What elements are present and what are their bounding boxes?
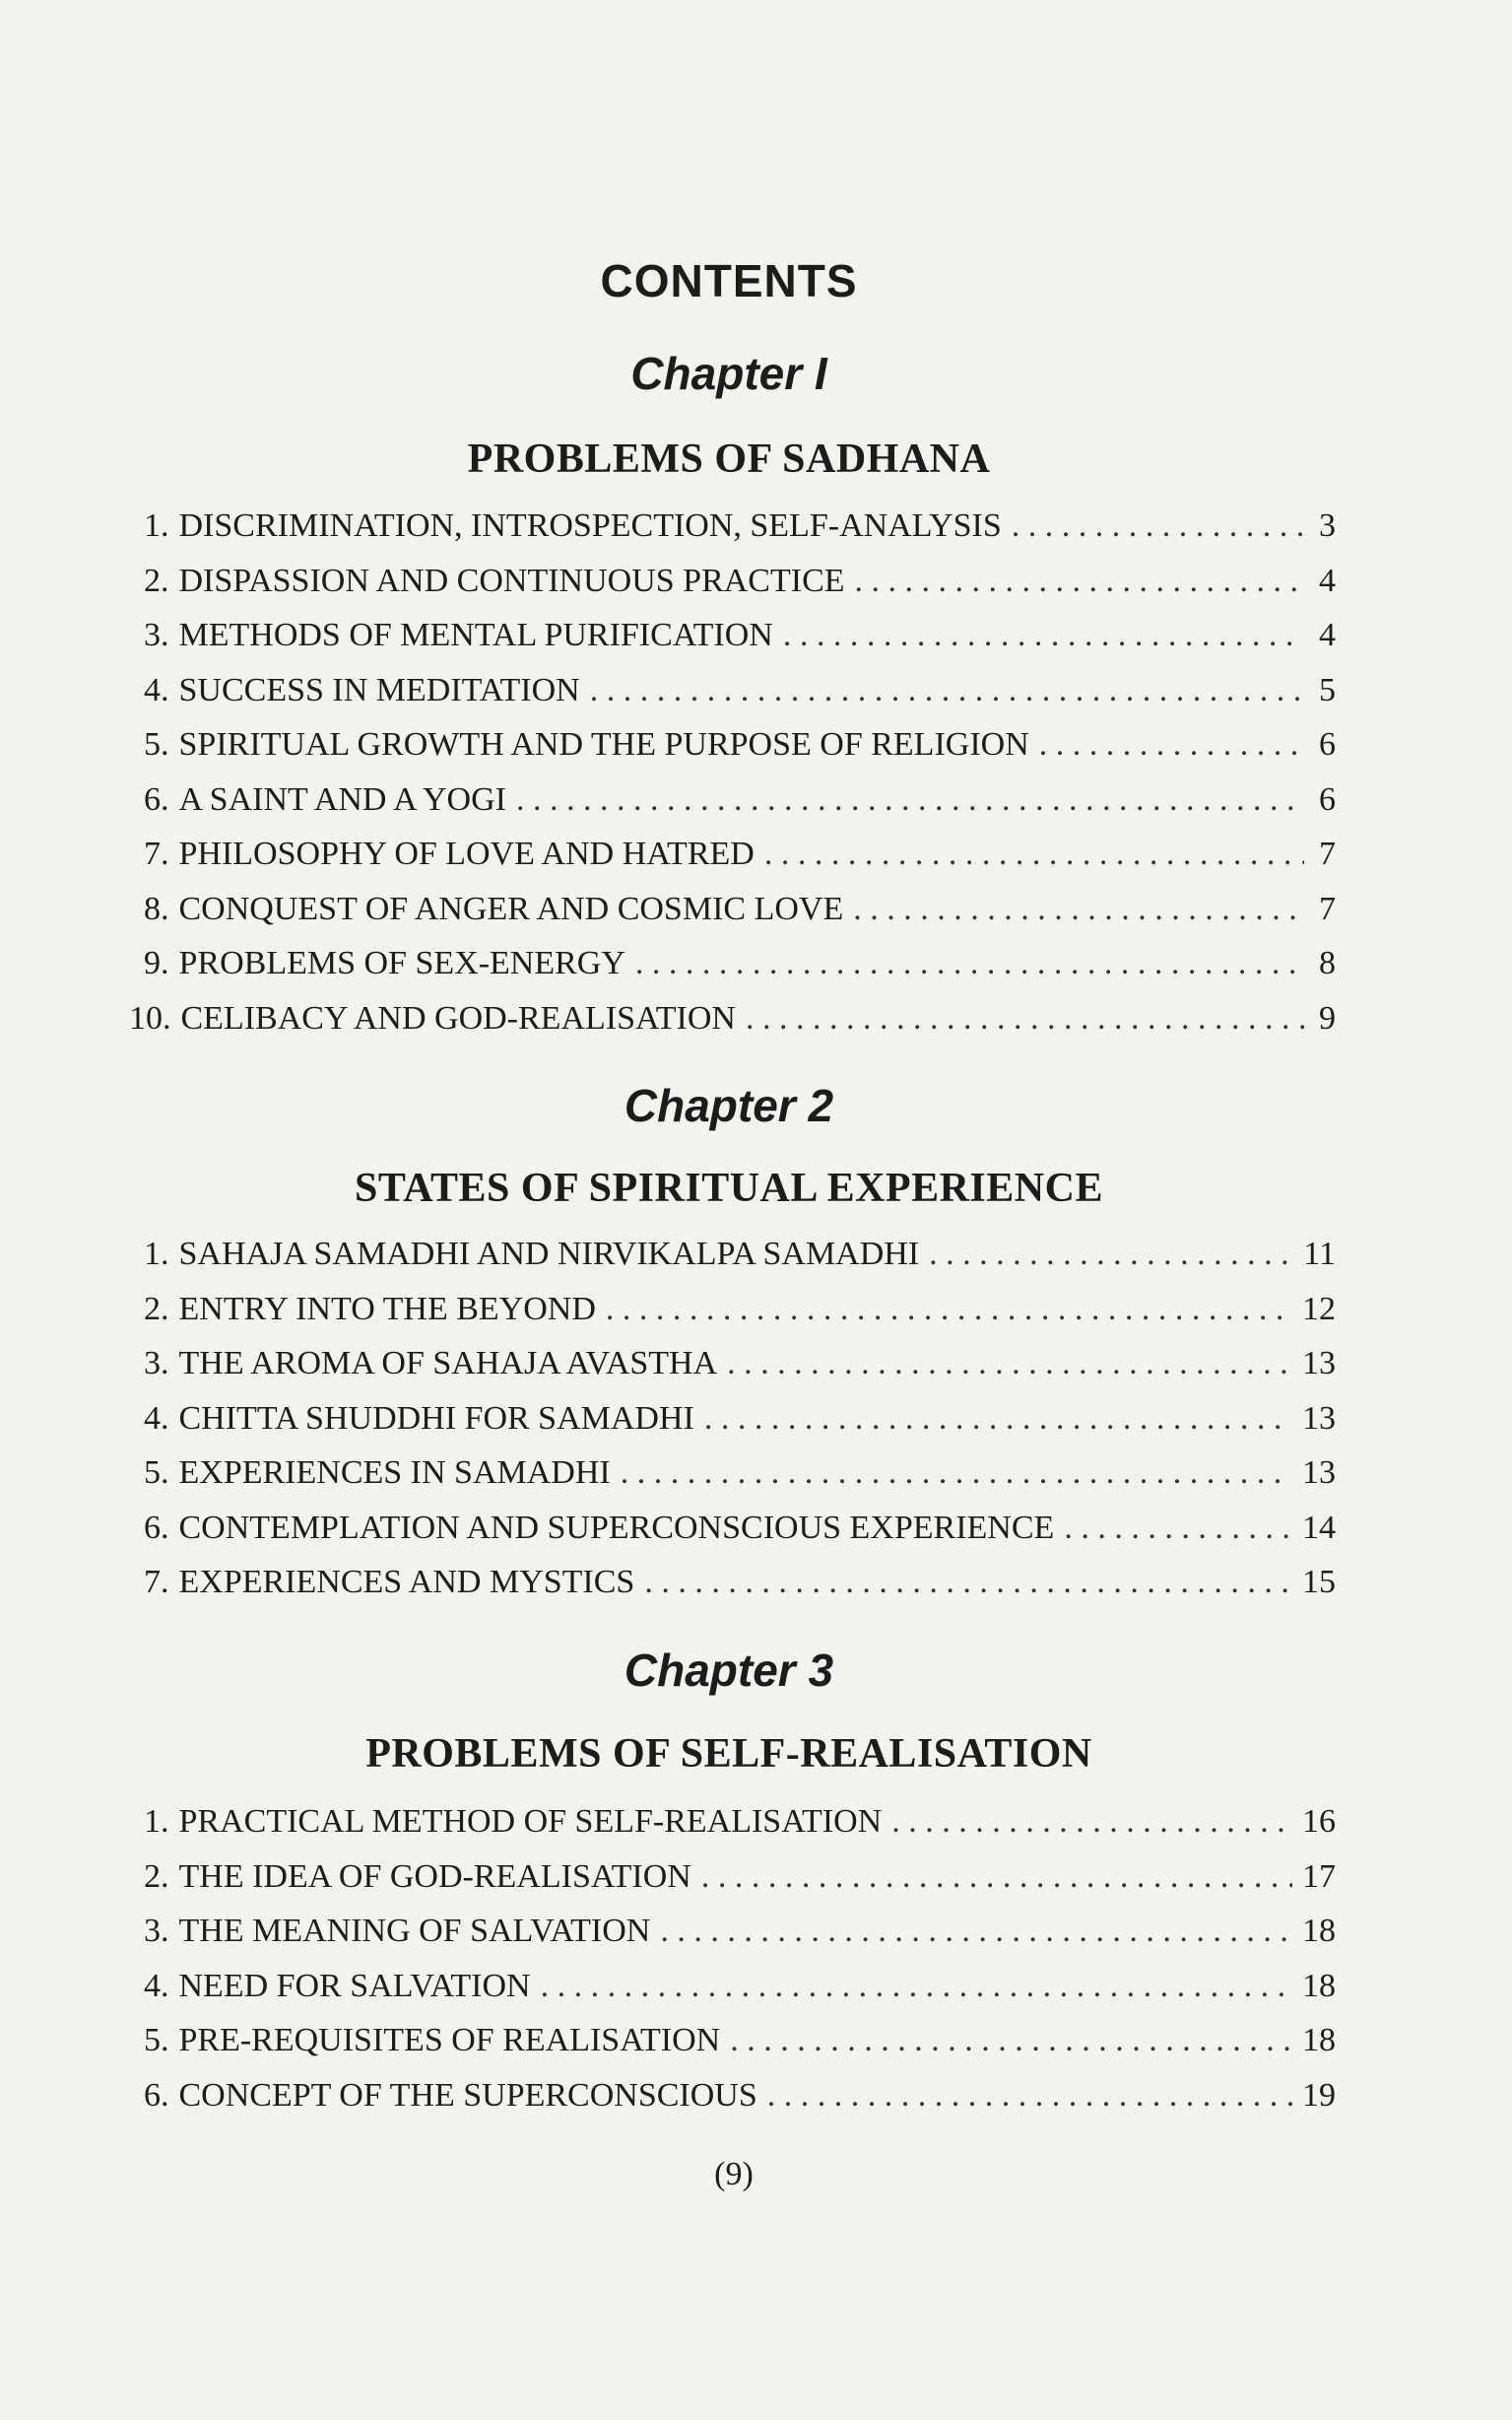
- dot-leader: [727, 1345, 1292, 1382]
- entry-title: PRACTICAL METHOD OF SELF-REALISATION: [178, 1803, 883, 1840]
- dot-leader: [730, 2022, 1292, 2059]
- entry-page: 19: [1302, 2076, 1336, 2114]
- entry-title: PRE-REQUISITES OF REALISATION: [178, 2022, 721, 2058]
- entry-page: 6: [1319, 726, 1336, 763]
- entry-page: 18: [1302, 2022, 1336, 2058]
- toc-entry: [144, 1803, 1336, 1858]
- entry-title: METHODS OF MENTAL PURIFICATION: [178, 617, 773, 653]
- dot-leader: [1012, 507, 1304, 545]
- dot-leader: [606, 1291, 1292, 1328]
- toc-entry: [144, 1913, 1336, 1968]
- dot-leader: [1039, 726, 1304, 764]
- entry-number: 7.: [144, 1564, 169, 1600]
- dot-leader: [590, 672, 1304, 709]
- entry-page: 6: [1319, 780, 1336, 818]
- entry-page: 3: [1319, 507, 1336, 544]
- entry-number: 2.: [144, 1857, 169, 1895]
- dot-leader: [541, 1968, 1292, 2005]
- entry-page: 15: [1302, 1564, 1336, 1600]
- entry-number: 10.: [129, 999, 171, 1037]
- entry-page: 13: [1302, 1345, 1336, 1381]
- entry-number: 7.: [144, 836, 169, 872]
- toc-entry: [144, 672, 1336, 727]
- entry-page: 4: [1319, 562, 1336, 599]
- dot-leader: [704, 1400, 1292, 1438]
- dot-leader: [635, 945, 1304, 982]
- chapter-1-title: PROBLEMS OF SADHANA: [467, 437, 991, 482]
- entry-number: 1.: [144, 507, 169, 544]
- entry-number: 1.: [144, 1803, 169, 1840]
- entry-page: 9: [1319, 999, 1336, 1037]
- dot-leader: [891, 1803, 1292, 1841]
- entry-title: THE IDEA OF GOD-REALISATION: [178, 1857, 691, 1895]
- entry-number: 4.: [144, 1399, 169, 1437]
- toc-entry: [144, 1510, 1336, 1565]
- entry-page: 13: [1302, 1399, 1336, 1437]
- entry-title: SPIRITUAL GROWTH AND THE PURPOSE OF RELIGION: [178, 726, 1029, 763]
- entry-title: CELIBACY AND GOD-REALISATION: [180, 999, 736, 1037]
- dot-leader: [621, 1454, 1292, 1492]
- contents-heading: CONTENTS: [600, 255, 858, 306]
- entry-title: SAHAJA SAMADHI AND NIRVIKALPA SAMADHI: [178, 1236, 920, 1272]
- entry-title: DISPASSION AND CONTINUOUS PRACTICE: [178, 562, 845, 599]
- entry-page: 7: [1319, 836, 1336, 872]
- entry-title: CONTEMPLATION AND SUPERCONSCIOUS EXPERIENCE: [178, 1509, 1055, 1546]
- page-number: (9): [714, 2156, 754, 2192]
- toc-entry: [144, 781, 1336, 837]
- toc-entry: [144, 1291, 1336, 1346]
- entry-page: 7: [1319, 890, 1336, 927]
- entry-page: 18: [1302, 1967, 1336, 2004]
- entry-title: EXPERIENCES AND MYSTICS: [178, 1564, 635, 1600]
- toc-entry: [144, 2022, 1336, 2077]
- dot-leader: [929, 1236, 1293, 1273]
- entry-title: ENTRY INTO THE BEYOND: [178, 1290, 596, 1327]
- entry-title: THE MEANING OF SALVATION: [178, 1913, 651, 1949]
- dot-leader: [516, 781, 1304, 819]
- chapter-1-label: Chapter I: [630, 348, 827, 399]
- entry-title: PROBLEMS OF SEX-ENERGY: [178, 945, 625, 981]
- entry-number: 4.: [144, 1967, 169, 2004]
- entry-number: 6.: [144, 1509, 169, 1546]
- toc-entry: [144, 1236, 1336, 1291]
- dot-leader: [644, 1564, 1292, 1601]
- entry-title: CONCEPT OF THE SUPERCONSCIOUS: [178, 2076, 757, 2114]
- entry-number: 2.: [144, 562, 169, 599]
- entry-page: 4: [1319, 617, 1336, 653]
- chapter-1-toc: [129, 507, 1336, 1054]
- entry-title: CHITTA SHUDDHI FOR SAMADHI: [178, 1399, 694, 1437]
- dot-leader: [855, 563, 1304, 600]
- dot-leader: [701, 1858, 1292, 1896]
- toc-entry: [144, 2077, 1336, 2132]
- entry-number: 5.: [144, 726, 169, 763]
- entry-number: 3.: [144, 1913, 169, 1949]
- chapter-3-toc: [144, 1803, 1336, 2131]
- entry-page: 16: [1302, 1803, 1336, 1840]
- entry-title: A SAINT AND A YOGI: [178, 780, 506, 818]
- entry-title: PHILOSOPHY OF LOVE AND HATRED: [178, 836, 755, 872]
- entry-title: DISCRIMINATION, INTROSPECTION, SELF-ANALYSIS: [178, 507, 1002, 544]
- dot-leader: [746, 1000, 1304, 1038]
- chapter-2-label: Chapter 2: [624, 1080, 834, 1131]
- toc-entry: [144, 891, 1336, 946]
- entry-page: 8: [1319, 945, 1336, 981]
- entry-title: NEED FOR SALVATION: [178, 1967, 531, 2004]
- toc-entry: [144, 1345, 1336, 1400]
- chapter-2-toc: [144, 1236, 1336, 1619]
- chapter-2-title: STATES OF SPIRITUAL EXPERIENCE: [355, 1166, 1103, 1211]
- entry-number: 9.: [144, 945, 169, 981]
- toc-entry: [144, 726, 1336, 781]
- toc-entry: [144, 1564, 1336, 1619]
- entry-page: 14: [1302, 1509, 1336, 1546]
- entry-number: 6.: [144, 780, 169, 818]
- toc-entry: [144, 563, 1336, 618]
- entry-number: 3.: [144, 1345, 169, 1381]
- entry-number: 8.: [144, 890, 169, 927]
- entry-number: 1.: [144, 1236, 169, 1272]
- dot-leader: [783, 617, 1304, 654]
- entry-page: 12: [1302, 1290, 1336, 1327]
- dot-leader: [660, 1913, 1292, 1950]
- entry-page: 13: [1302, 1454, 1336, 1491]
- toc-entry: [144, 1454, 1336, 1510]
- entry-page: 18: [1302, 1913, 1336, 1949]
- chapter-3-title: PROBLEMS OF SELF-REALISATION: [365, 1731, 1092, 1777]
- entry-title: CONQUEST OF ANGER AND COSMIC LOVE: [178, 890, 844, 927]
- entry-number: 5.: [144, 2022, 169, 2058]
- entry-title: EXPERIENCES IN SAMADHI: [178, 1454, 611, 1491]
- toc-entry: [144, 945, 1336, 1000]
- toc-entry: [144, 1968, 1336, 2023]
- entry-page: 11: [1303, 1236, 1336, 1272]
- entry-number: 4.: [144, 671, 169, 708]
- entry-number: 2.: [144, 1290, 169, 1327]
- toc-entry: [144, 1400, 1336, 1455]
- entry-number: 3.: [144, 617, 169, 653]
- dot-leader: [764, 836, 1304, 873]
- toc-entry: [144, 507, 1336, 563]
- entry-number: 5.: [144, 1454, 169, 1491]
- entry-title: THE AROMA OF SAHAJA AVASTHA: [178, 1345, 718, 1381]
- dot-leader: [853, 891, 1304, 928]
- dot-leader: [767, 2077, 1292, 2115]
- toc-entry: [129, 1000, 1336, 1055]
- toc-entry: [144, 1858, 1336, 1914]
- entry-title: SUCCESS IN MEDITATION: [178, 671, 580, 708]
- toc-entry: [144, 617, 1336, 672]
- toc-entry: [144, 836, 1336, 891]
- dot-leader: [1064, 1510, 1292, 1547]
- entry-page: 5: [1319, 671, 1336, 708]
- entry-number: 6.: [144, 2076, 169, 2114]
- entry-page: 17: [1302, 1857, 1336, 1895]
- chapter-3-label: Chapter 3: [624, 1645, 834, 1696]
